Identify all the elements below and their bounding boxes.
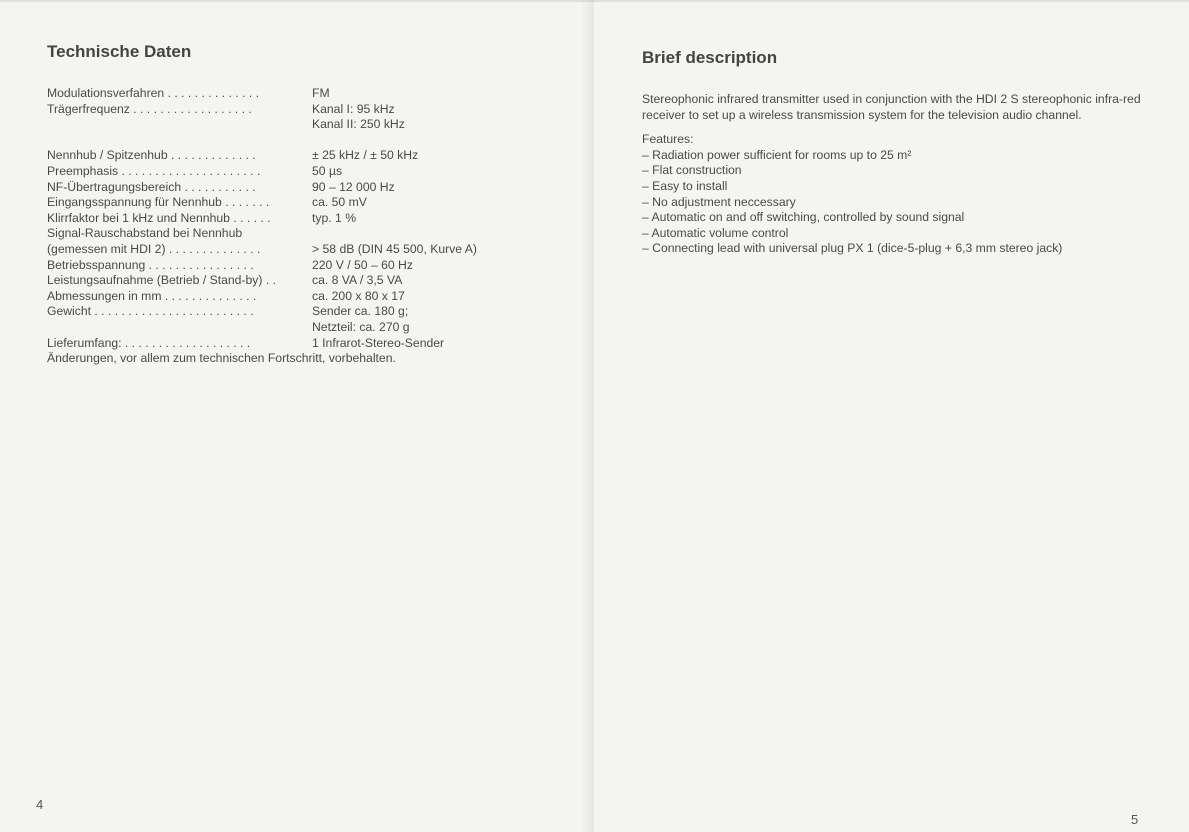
left-page-title: Technische Daten: [47, 42, 192, 61]
spec-row: [47, 320, 567, 336]
right-page: [594, 0, 1189, 832]
page-number-left: 4: [36, 797, 44, 812]
spec-value: > 58 dB (DIN 45 500, Kurve A): [312, 241, 477, 256]
spec-row: [47, 102, 567, 118]
spec-label: Abmessungen in mm . . . . . . . . . . . . . .: [47, 288, 257, 303]
spec-value: Kanal I: 95 kHz: [312, 101, 395, 116]
spec-row: [47, 336, 567, 352]
spec-value: 220 V / 50 – 60 Hz: [312, 257, 413, 272]
spec-row: [47, 86, 567, 102]
spec-label: [47, 320, 312, 336]
feature-item: – Easy to install: [642, 178, 728, 193]
left-page: [0, 0, 594, 832]
spec-row: [47, 211, 567, 227]
spec-table: [47, 86, 567, 351]
spec-label: [47, 117, 312, 133]
description-block: [642, 92, 1152, 257]
feature-item: – Automatic on and off switching, controlled by sound signal: [642, 210, 965, 225]
feature-item: – Radiation power sufficient for rooms up to 25 m²: [642, 147, 912, 162]
spec-value: 90 – 12 000 Hz: [312, 179, 395, 194]
spec-label: NF-Übertragungsbereich . . . . . . . . . . .: [47, 179, 256, 194]
spec-label: Signal-Rauschabstand bei Nennhub: [47, 226, 243, 241]
spec-value: 1 Infrarot-Stereo-Sender: [312, 335, 445, 350]
spec-label: Modulationsverfahren . . . . . . . . . . . . . .: [47, 86, 260, 100]
spec-value: Sender ca. 180 g;: [312, 304, 409, 319]
features-list: [642, 148, 1152, 257]
spec-row: [47, 195, 567, 211]
spec-value: typ. 1 %: [312, 210, 357, 225]
spec-value: FM: [312, 86, 330, 100]
spec-label: Nennhub / Spitzenhub . . . . . . . . . . . . .: [47, 148, 256, 163]
spec-row: [47, 273, 567, 289]
spec-value: ca. 200 x 80 x 17: [312, 288, 405, 303]
page-number-right: 5: [1131, 812, 1139, 827]
feature-item: – Automatic volume control: [642, 225, 789, 240]
spec-label: Eingangsspannung für Nennhub . . . . . . .: [47, 195, 270, 210]
spec-row: [47, 164, 567, 180]
spec-row: [47, 226, 567, 242]
spec-label: Leistungsaufnahme (Betrieb / Stand-by) . .: [47, 273, 276, 288]
spec-row: [47, 289, 567, 305]
spec-label: (gemessen mit HDI 2) . . . . . . . . . . . . . .: [47, 241, 261, 256]
feature-item: – Connecting lead with universal plug PX 1 (dice-5-plug + 6,3 mm stereo jack): [642, 241, 1063, 256]
spec-value: [312, 226, 567, 242]
right-page-title: Brief description: [642, 48, 778, 67]
spec-label: Lieferumfang: . . . . . . . . . . . . . . . . . . .: [47, 335, 251, 350]
spec-label: Trägerfrequenz . . . . . . . . . . . . . . . . . .: [47, 101, 252, 116]
spec-value: ca. 50 mV: [312, 195, 367, 210]
spec-value: Netzteil: ca. 270 g: [312, 319, 410, 334]
spec-row: [47, 258, 567, 274]
spec-row: [47, 117, 567, 133]
feature-item: – Flat construction: [642, 163, 742, 178]
spec-label: Gewicht . . . . . . . . . . . . . . . . . . . . . . . .: [47, 304, 254, 319]
spec-value: Kanal II: 250 kHz: [312, 117, 405, 132]
spec-value: 50 µs: [312, 163, 343, 178]
features-heading: Features:: [642, 132, 694, 147]
footnote: Änderungen, vor allem zum technischen Fortschritt, vorbehalten.: [47, 351, 396, 365]
spec-label: Klirrfaktor bei 1 kHz und Nennhub . . . . . .: [47, 210, 271, 225]
spec-value: ± 25 kHz / ± 50 kHz: [312, 148, 419, 163]
intro-paragraph: Stereophonic infrared transmitter used in conjunction with the HDI 2 S stereophonic infra-red receiver to set up a wireless transmission system for the television audio channel.: [642, 92, 1141, 122]
spec-row: [47, 242, 567, 258]
spec-row: [47, 180, 567, 196]
spec-label: Preemphasis . . . . . . . . . . . . . . . . . . . . .: [47, 163, 261, 178]
spec-label: Betriebsspannung . . . . . . . . . . . . . . . .: [47, 257, 254, 272]
spec-value: ca. 8 VA / 3,5 VA: [312, 273, 403, 288]
spec-row: [47, 304, 567, 320]
feature-item: – No adjustment neccessary: [642, 194, 796, 209]
page-gutter: [580, 0, 594, 832]
spec-row: [47, 148, 567, 164]
